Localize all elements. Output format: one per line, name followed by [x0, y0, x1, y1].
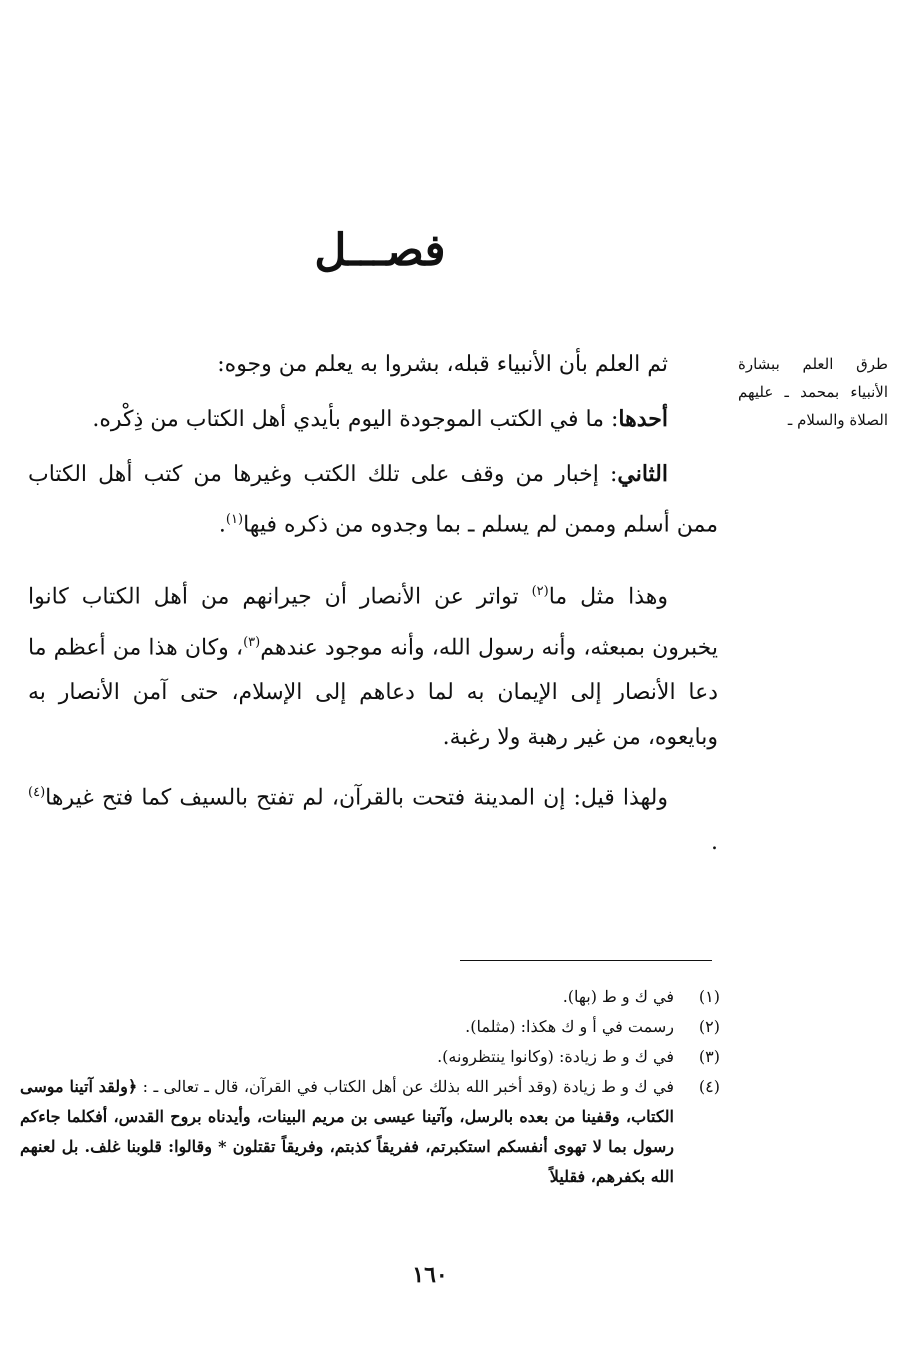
main-text [28, 342, 718, 875]
footnote-ref: (١) [225, 512, 244, 527]
footnote-ref: (٣) [243, 634, 261, 650]
quran-quote: ﴿ولقد آتينا موسى الكتاب، وقفينا من بعده بالرسل، وآتينا عيسى بن مريم البينات، وأيدناه بروح القدس، أفكلما جاءكم رسول بما لا تهوى أنفسكم استكبرتم، ففريقاً كذبتم، وفريقاً تقتلون * وقالوا: قلوبنا غلف. بل لعنهم الله بكفرهم، فقليلاً [20, 1077, 674, 1186]
footnote [20, 982, 720, 1012]
section-heading: فصـــل [314, 225, 446, 276]
footnote-text: رسمت في أ و ك هكذا: (مثلما). [465, 1017, 674, 1036]
footnote-text-block [20, 1072, 674, 1192]
paragraph-text: : ما في الكتب الموجودة اليوم بأيدي أهل الكتاب من ذِكْره. [92, 407, 619, 432]
footnote-number: (٢) [698, 1017, 720, 1036]
paragraph-second [28, 452, 718, 547]
footnote [20, 1072, 720, 1192]
footnote-number: (٣) [698, 1047, 720, 1066]
footnote-number: (٤) [698, 1077, 720, 1096]
footnote-ref: (٤) [28, 784, 46, 800]
paragraph-end: . [711, 830, 718, 856]
paragraph-end: . [218, 512, 226, 538]
footnotes [20, 982, 720, 1192]
paragraph-text: تواتر عن الأنصار أن جيرانهم من أهل الكتاب كانوا يخبرون بمبعثه، وأنه رسول الله، وأنه موجود عندهم [28, 584, 719, 660]
paragraph-text: وهذا مثل ما [548, 584, 668, 610]
paragraph-text: ، وكان هذا من أعظم ما دعا الأنصار إلى الإيمان به لما دعاهم إلى الإسلام، حتى آمن الأنصار به وبايعوه، من غير رهبة ولا رغبة. [28, 634, 718, 750]
footnote-number: (١) [698, 987, 720, 1006]
margin-note: طرق العلم ببشارة الأنبياء بمحمد ـ عليهم الصلاة والسلام ـ [738, 355, 888, 429]
footnote [20, 1012, 720, 1042]
paragraph-text: : إخبار من وقف على تلك الكتب وغيرها من كتب أهل الكتاب ممن أسلم وممن لم يسلم ـ بما وجدوه من ذكره فيها [28, 462, 718, 538]
footnote-divider [460, 960, 712, 961]
footnote [20, 1042, 720, 1072]
paragraph-first [28, 397, 718, 442]
paragraph-intro: ثم العلم بأن الأنبياء قبله، بشروا به يعلم من وجوه: [217, 352, 668, 377]
lead-word: الثاني [617, 461, 668, 487]
page-number: ١٦٠ [412, 1262, 448, 1288]
footnote-ref: (٢) [531, 584, 549, 600]
lead-word: أحدها [618, 406, 668, 432]
footnote-text: في ك و ط زيادة (وقد أخبر الله بذلك عن أهل الكتاب في القرآن، قال ـ تعالى ـ : [142, 1077, 675, 1096]
paragraph-text: ولهذا قيل: إن المدينة فتحت بالقرآن، لم تفتح بالسيف كما فتح غيرها [45, 785, 668, 811]
paragraph-madina [28, 770, 718, 865]
footnote-text: في ك و ط زيادة: (وكانوا ينتظرونه). [437, 1047, 674, 1066]
paragraph-ansar [28, 569, 718, 760]
footnote-text: في ك و ط (بها). [562, 987, 674, 1006]
